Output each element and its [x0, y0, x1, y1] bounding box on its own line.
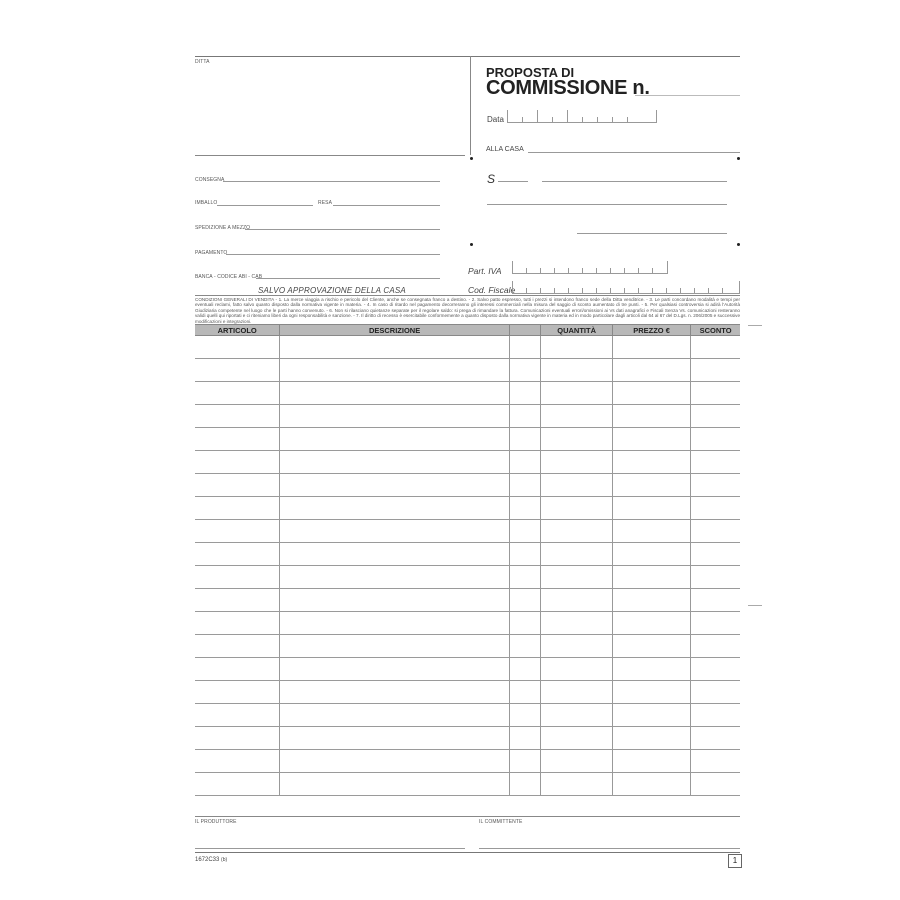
spedizione-line[interactable] — [245, 229, 440, 230]
form-title-line2: COMMISSIONE n. — [486, 77, 650, 99]
table-cell[interactable] — [612, 451, 690, 474]
table-cell[interactable] — [612, 681, 690, 704]
table-cell[interactable] — [541, 474, 613, 497]
table-cell[interactable] — [280, 750, 509, 773]
table-row — [195, 359, 740, 382]
data-tick — [582, 117, 583, 122]
top-rule — [195, 56, 740, 57]
table-cell[interactable] — [280, 405, 509, 428]
table-cell[interactable] — [509, 589, 541, 612]
table-cell[interactable] — [195, 635, 280, 658]
table-cell[interactable] — [195, 727, 280, 750]
table-cell[interactable] — [612, 382, 690, 405]
table-cell[interactable] — [280, 428, 509, 451]
resa-label: RESA — [318, 200, 333, 206]
table-cell[interactable] — [691, 704, 740, 727]
committente-signature-line[interactable] — [479, 848, 740, 849]
table-cell[interactable] — [195, 428, 280, 451]
cf-tick — [554, 288, 555, 293]
table-cell[interactable] — [541, 382, 613, 405]
table-cell[interactable] — [612, 520, 690, 543]
table-cell[interactable] — [509, 428, 541, 451]
table-cell[interactable] — [612, 566, 690, 589]
iva-tick — [596, 268, 597, 273]
table-cell[interactable] — [541, 589, 613, 612]
cf-tick — [512, 281, 513, 293]
committente-label: IL COMMITTENTE — [479, 819, 523, 825]
corner-dot — [470, 243, 473, 246]
imballo-line[interactable] — [217, 205, 313, 206]
table-cell[interactable] — [612, 543, 690, 566]
table-cell[interactable] — [509, 566, 541, 589]
table-cell[interactable] — [691, 359, 740, 382]
s-short-line[interactable] — [498, 181, 528, 182]
table-cell[interactable] — [280, 612, 509, 635]
pagamento-label: PAGAMENTO — [195, 250, 228, 256]
table-cell[interactable] — [691, 658, 740, 681]
table-cell[interactable] — [612, 428, 690, 451]
ditta-bottom-rule — [195, 155, 465, 156]
table-cell[interactable] — [691, 543, 740, 566]
table-cell[interactable] — [195, 704, 280, 727]
table-cell[interactable] — [691, 566, 740, 589]
table-cell[interactable] — [691, 520, 740, 543]
table-row — [195, 704, 740, 727]
table-cell[interactable] — [612, 405, 690, 428]
table-row — [195, 543, 740, 566]
table-row — [195, 681, 740, 704]
cf-tick — [568, 288, 569, 293]
table-cell[interactable] — [195, 405, 280, 428]
cf-tick — [582, 288, 583, 293]
resa-line[interactable] — [333, 205, 440, 206]
data-tick — [612, 117, 613, 122]
table-cell[interactable] — [509, 658, 541, 681]
table-cell[interactable] — [509, 520, 541, 543]
table-cell[interactable] — [691, 750, 740, 773]
table-cell[interactable] — [280, 589, 509, 612]
col-prezzo: PREZZO € — [612, 325, 690, 336]
table-cell[interactable] — [541, 497, 613, 520]
table-cell[interactable] — [195, 750, 280, 773]
table-cell[interactable] — [541, 543, 613, 566]
alla-casa-line[interactable] — [528, 152, 740, 153]
table-cell[interactable] — [691, 428, 740, 451]
table-cell[interactable] — [612, 589, 690, 612]
iva-tick — [624, 268, 625, 273]
table-cell[interactable] — [612, 750, 690, 773]
table-cell[interactable] — [509, 704, 541, 727]
table-row — [195, 750, 740, 773]
table-cell[interactable] — [612, 658, 690, 681]
table-cell[interactable] — [280, 635, 509, 658]
footer-rule — [195, 852, 740, 853]
col-quantita: QUANTITÀ — [541, 325, 613, 336]
table-cell[interactable] — [509, 474, 541, 497]
iva-tick — [638, 268, 639, 273]
cf-tick — [526, 288, 527, 293]
table-cell[interactable] — [509, 497, 541, 520]
table-row — [195, 566, 740, 589]
table-row — [195, 474, 740, 497]
cf-tick — [680, 288, 681, 293]
table-cell[interactable] — [280, 382, 509, 405]
table-row — [195, 612, 740, 635]
table-row — [195, 451, 740, 474]
table-cell[interactable] — [691, 773, 740, 796]
table-cell[interactable] — [612, 474, 690, 497]
table-cell[interactable] — [195, 520, 280, 543]
table-cell[interactable] — [612, 727, 690, 750]
table-cell[interactable] — [541, 359, 613, 382]
cf-tick — [540, 288, 541, 293]
table-cell[interactable] — [280, 704, 509, 727]
table-cell[interactable] — [691, 681, 740, 704]
commissione-number-line[interactable] — [635, 95, 740, 96]
table-cell[interactable] — [195, 336, 280, 359]
data-field[interactable] — [507, 106, 657, 122]
table-row — [195, 635, 740, 658]
corner-dot — [737, 157, 740, 160]
table-cell[interactable] — [541, 405, 613, 428]
iva-tick — [554, 268, 555, 273]
alla-casa-label: ALLA CASA — [486, 146, 524, 153]
consegna-line[interactable] — [223, 181, 440, 182]
conditions-top-rule — [195, 295, 740, 296]
ditta-label: DITTA — [195, 59, 210, 65]
table-cell[interactable] — [195, 658, 280, 681]
cf-tick — [638, 288, 639, 293]
table-cell[interactable] — [541, 750, 613, 773]
data-tick — [507, 110, 508, 122]
cf-tick — [722, 288, 723, 293]
table-header-row — [195, 325, 740, 336]
table-cell[interactable] — [509, 543, 541, 566]
table-cell[interactable] — [612, 704, 690, 727]
data-tick — [522, 117, 523, 122]
table-cell[interactable] — [541, 681, 613, 704]
sales-conditions-text: CONDIZIONI GENERALI DI VENDITA - 1. La merce viaggia a rischio e pericolo del Cliente, anche se consegnata franco a destino. - 2. Salvo patto espresso, tutti i prezzi si intendono franco sede della Ditta venditrice. - 3. Le parti concordano modalità e tempi per eventuali reclami, fatto salvo quanto disposto dalla normativa vigente in materia. - 4. In caso di ritardo nel pagamento decorreranno gli interessi commerciali nella misura del saggio di sconto aumentato di tre punti. - 5. Per qualsiasi controversia si adirà l'Autorità Giudiziaria competente nel luogo che le parti hanno convenuto. - 6. Non si rilasciano quietanze separate per il regolare saldo: si prega di rimandare la fattura. Comunicazioni eventuali errori/omissioni ai Vs dati anagrafici e Fiscali Senza Vs. comunicazioni resteranno validi quelli qui riportati e ci riteniamo liberi da ogni responsabilità e sanzione. - 7. Il diritto di recesso è esercitabile conformemente a quanto disposto dalla normativa vigente in materia ed in modo particolare dagli articoli dal 64 al 67 del D.Lgs. n. 206/2005 e successive modificazioni e integrazioni. — [195, 297, 740, 324]
iva-tick — [512, 261, 513, 273]
fold-mark — [748, 605, 762, 606]
iva-tick — [582, 268, 583, 273]
table-cell[interactable] — [280, 543, 509, 566]
iva-tick — [652, 268, 653, 273]
table-cell[interactable] — [509, 681, 541, 704]
table-cell[interactable] — [195, 773, 280, 796]
table-cell[interactable] — [280, 658, 509, 681]
table-cell[interactable] — [541, 658, 613, 681]
data-tick — [552, 117, 553, 122]
imballo-label: IMBALLO — [195, 200, 218, 206]
table-cell[interactable] — [541, 451, 613, 474]
table-cell[interactable] — [541, 520, 613, 543]
table-cell[interactable] — [509, 382, 541, 405]
table-cell[interactable] — [280, 773, 509, 796]
data-field-baseline — [507, 122, 657, 123]
cod-fiscale-field[interactable] — [512, 278, 740, 293]
table-body — [195, 336, 740, 796]
part-iva-field[interactable] — [512, 258, 668, 273]
table-row — [195, 520, 740, 543]
spedizione-label: SPEDIZIONE A MEZZO — [195, 225, 251, 231]
table-cell[interactable] — [509, 727, 541, 750]
table-cell[interactable] — [691, 497, 740, 520]
table-cell[interactable] — [509, 359, 541, 382]
table-cell[interactable] — [541, 704, 613, 727]
table-cell[interactable] — [280, 336, 509, 359]
table-cell[interactable] — [509, 635, 541, 658]
cf-tick — [666, 288, 667, 293]
table-cell[interactable] — [509, 451, 541, 474]
table-cell[interactable] — [195, 474, 280, 497]
s-label: S — [487, 172, 496, 186]
form-code-main: 1672C33 — [195, 857, 220, 863]
table-row — [195, 405, 740, 428]
cf-tick — [694, 288, 695, 293]
table-cell[interactable] — [612, 336, 690, 359]
cf-tick — [708, 288, 709, 293]
table-cell[interactable] — [691, 451, 740, 474]
col-articolo: ARTICOLO — [195, 325, 280, 336]
table-cell[interactable] — [280, 451, 509, 474]
iva-tick — [526, 268, 527, 273]
data-label: Data — [487, 115, 504, 124]
table-cell[interactable] — [612, 773, 690, 796]
data-tick — [597, 117, 598, 122]
table-row — [195, 727, 740, 750]
table-cell[interactable] — [612, 612, 690, 635]
table-cell[interactable] — [280, 681, 509, 704]
table-cell[interactable] — [195, 382, 280, 405]
table-cell[interactable] — [541, 612, 613, 635]
table-cell[interactable] — [280, 727, 509, 750]
address-line-2[interactable] — [487, 204, 727, 205]
banca-line[interactable] — [256, 278, 440, 279]
table-cell[interactable] — [280, 497, 509, 520]
table-row — [195, 658, 740, 681]
consegna-label: CONSEGNA — [195, 177, 225, 183]
table-cell[interactable] — [612, 497, 690, 520]
fold-mark — [748, 325, 762, 326]
cf-tick — [652, 288, 653, 293]
address-line-1[interactable] — [542, 181, 727, 182]
iva-tick — [540, 268, 541, 273]
cf-tick — [596, 288, 597, 293]
iva-tick — [667, 261, 668, 273]
table-cell[interactable] — [509, 405, 541, 428]
table-cell[interactable] — [195, 681, 280, 704]
table-cell[interactable] — [280, 359, 509, 382]
table-cell[interactable] — [280, 566, 509, 589]
table-cell[interactable] — [541, 336, 613, 359]
table-cell[interactable] — [691, 382, 740, 405]
page-number-box: 1 — [728, 854, 742, 868]
table-cell[interactable] — [509, 750, 541, 773]
form-title-line1: PROPOSTA DI — [486, 65, 575, 80]
table-cell[interactable] — [691, 405, 740, 428]
items-table — [195, 324, 740, 796]
corner-dot — [737, 243, 740, 246]
table-cell[interactable] — [691, 612, 740, 635]
table-cell[interactable] — [509, 773, 541, 796]
corner-dot — [470, 157, 473, 160]
table-cell[interactable] — [541, 727, 613, 750]
form-code-suffix: (b) — [221, 857, 228, 863]
table-cell[interactable] — [280, 520, 509, 543]
produttore-label: IL PRODUTTORE — [195, 819, 237, 825]
table-cell[interactable] — [509, 612, 541, 635]
pagamento-line[interactable] — [226, 254, 440, 255]
form-code — [195, 857, 227, 863]
banca-label: BANCA - CODICE ABI - CAB — [195, 274, 263, 280]
table-cell[interactable] — [541, 566, 613, 589]
table-cell[interactable] — [195, 497, 280, 520]
data-tick — [567, 110, 568, 122]
salvo-approvazione-label: SALVO APPROVAZIONE DELLA CASA — [258, 286, 406, 295]
table-cell[interactable] — [691, 336, 740, 359]
table-cell[interactable] — [509, 336, 541, 359]
data-tick — [656, 110, 657, 122]
cf-tick — [610, 288, 611, 293]
table-cell[interactable] — [195, 589, 280, 612]
table-cell[interactable] — [541, 428, 613, 451]
table-cell[interactable] — [612, 635, 690, 658]
table-cell[interactable] — [541, 635, 613, 658]
cod-fiscale-label: Cod. Fiscale — [468, 285, 516, 295]
table-cell[interactable] — [195, 612, 280, 635]
table-cell[interactable] — [691, 474, 740, 497]
part-iva-label: Part. IVA — [468, 266, 502, 276]
table-cell[interactable] — [541, 773, 613, 796]
cod-fiscale-baseline — [512, 293, 740, 294]
table-cell[interactable] — [195, 543, 280, 566]
address-line-3[interactable] — [577, 233, 727, 234]
cf-tick — [624, 288, 625, 293]
data-tick — [627, 117, 628, 122]
cf-tick — [739, 281, 740, 293]
table-cell[interactable] — [195, 566, 280, 589]
header-divider — [470, 56, 471, 155]
part-iva-baseline — [512, 273, 668, 274]
table-row — [195, 336, 740, 359]
data-tick — [537, 110, 538, 122]
col-descrizione: DESCRIZIONE — [280, 325, 509, 336]
table-cell[interactable] — [691, 589, 740, 612]
col-um — [509, 325, 541, 336]
table-row — [195, 382, 740, 405]
iva-tick — [610, 268, 611, 273]
table-cell[interactable] — [691, 635, 740, 658]
produttore-signature-line[interactable] — [195, 848, 465, 849]
table-cell[interactable] — [280, 474, 509, 497]
table-cell[interactable] — [195, 451, 280, 474]
table-cell[interactable] — [691, 727, 740, 750]
table-row — [195, 428, 740, 451]
col-sconto: SCONTO — [691, 325, 740, 336]
table-bottom-rule — [195, 816, 740, 817]
iva-tick — [568, 268, 569, 273]
table-row — [195, 589, 740, 612]
table-row — [195, 773, 740, 796]
table-row — [195, 497, 740, 520]
table-cell[interactable] — [612, 359, 690, 382]
table-cell[interactable] — [195, 359, 280, 382]
